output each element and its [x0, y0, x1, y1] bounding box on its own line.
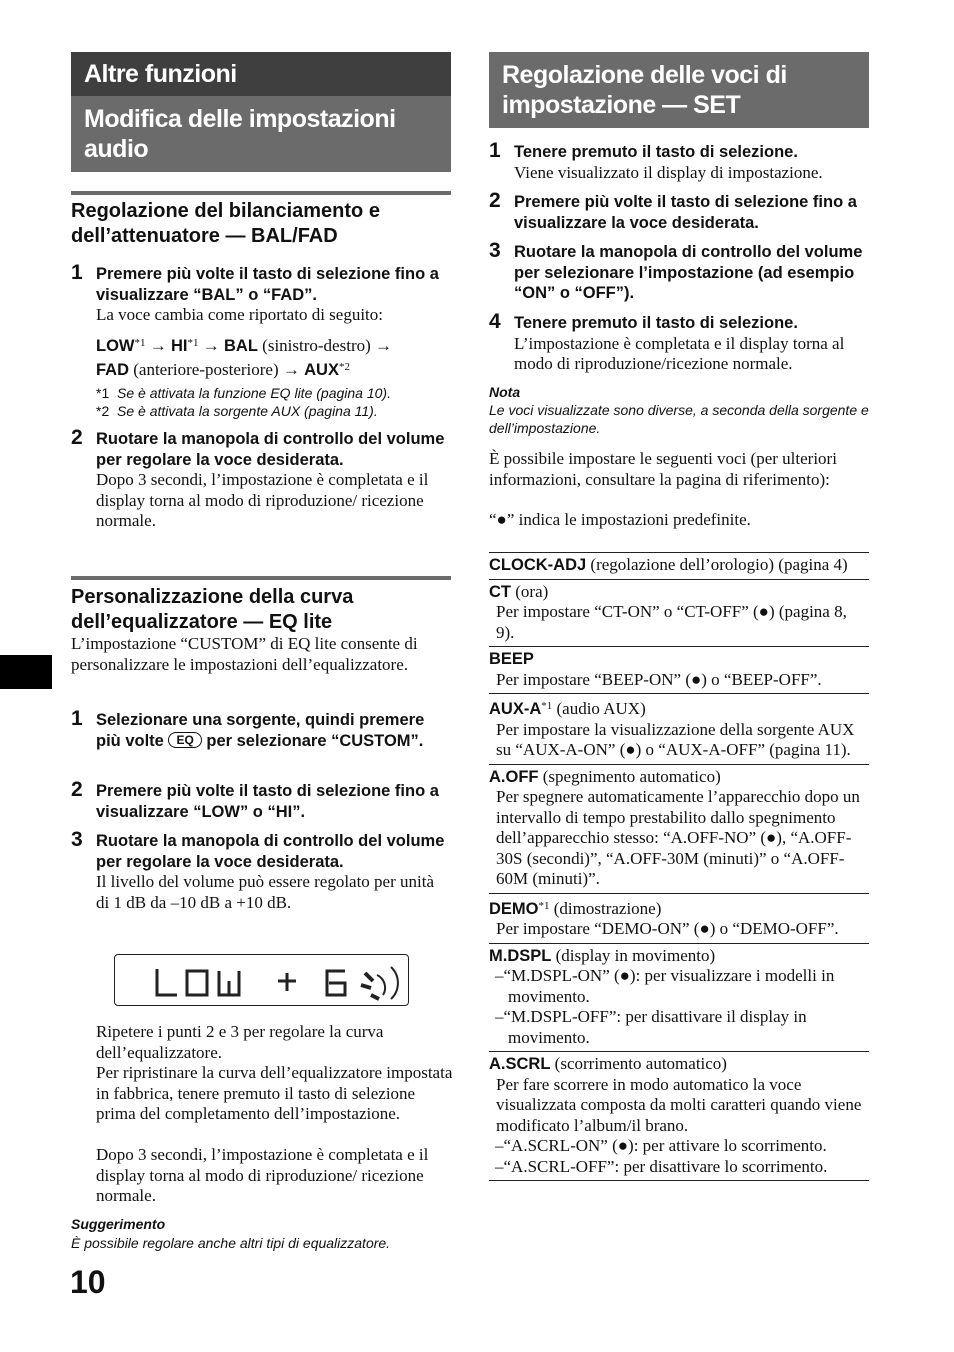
- arrow-icon: →: [282, 359, 300, 379]
- setting-key: DEMO: [489, 899, 539, 918]
- footnote-2: [96, 402, 456, 420]
- setting-row-a-scrl: [489, 1052, 869, 1181]
- setting-key: M.DSPL: [489, 946, 552, 965]
- eqlite-after-3: Dopo 3 secondi, l’impostazione è completata e il display torna al modo di riproduzione/ ricezione normale.: [96, 1145, 429, 1205]
- setting-row-ct: [489, 580, 869, 648]
- note-text: Le voci visualizzate sono diverse, a seconda della sorgente e dell’impostazione.: [489, 402, 869, 436]
- setting-option: –“M.DSPL-OFF”: per disattivare il display in movimento.: [495, 1007, 807, 1047]
- setting-option: –“A.SCRL-OFF”: per disattivare lo scorrimento.: [495, 1156, 828, 1176]
- setting-key: CT: [489, 582, 511, 601]
- section-banner-set: Regolazione delle voci di impostazione — SET: [489, 52, 869, 128]
- section-banner: Modifica delle impostazioni audio: [71, 96, 451, 172]
- step-text: Viene visualizzato il display di impostazione.: [514, 162, 823, 182]
- set-intro: È possibile impostare le seguenti voci (per ulteriori informazioni, consultare la pagina di riferimento):: [489, 449, 837, 489]
- page-number: 10: [70, 1264, 106, 1300]
- eqlite-intro: L’impostazione “CUSTOM” di EQ lite consente di personalizzare le impostazioni dell’equalizzatore.: [71, 634, 418, 674]
- step-3-eqlite: [71, 828, 451, 913]
- tip-heading: Suggerimento: [71, 1216, 166, 1232]
- step-heading: Premere più volte il tasto di selezione fino a visualizzare “BAL” o “FAD”.: [96, 265, 439, 304]
- lcd-display-illustration: [114, 954, 409, 1006]
- footnote-mark: *1: [134, 337, 146, 349]
- chapter-banner: Altre funzioni: [71, 52, 451, 96]
- step-number: 3: [71, 828, 83, 851]
- footnote-mark: *1: [541, 700, 553, 712]
- seq-low: LOW: [96, 337, 135, 355]
- setting-label: (audio AUX): [556, 699, 646, 718]
- step-text: Il livello del volume può essere regolato per unità di 1 dB da –10 dB a +10 dB.: [96, 872, 435, 912]
- footnote-text: Se è attivata la sorgente AUX (pagina 11).: [117, 403, 378, 419]
- tip-text: È possibile regolare anche altri tipi di equalizzatore.: [71, 1235, 391, 1251]
- step-heading: Ruotare la manopola di controllo del volume per regolare la voce desiderata.: [96, 430, 445, 469]
- setting-row-clock-adj: [489, 553, 869, 580]
- seq-fad-note: (anteriore-posteriore): [133, 359, 279, 379]
- setting-desc: Per impostare “DEMO-ON” (●) o “DEMO-OFF”.: [496, 919, 839, 938]
- footnote-mark: *1: [538, 899, 550, 912]
- setting-label: (display in movimento): [555, 945, 716, 965]
- setting-desc: Per impostare la visualizzazione della sorgente AUX su “AUX-A-ON” (●) o “AUX-A-OFF” (pagina 11).: [496, 719, 855, 759]
- step-4-set: [489, 310, 869, 375]
- step-2-balfad: [71, 426, 451, 532]
- step-number: 1: [71, 261, 83, 284]
- setting-label: (scorrimento automatico): [554, 1054, 727, 1073]
- bal-fad-sequence: [96, 333, 456, 380]
- step-heading: Premere più volte il tasto di selezione fino a visualizzare la voce desiderata.: [514, 193, 857, 232]
- subsection-title-eqlite: Personalizzazione della curva dell’equalizzatore — EQ lite: [71, 586, 354, 633]
- step-text: L’impostazione è completata e il display torna al modo di riproduzione/ricezione normale.: [514, 333, 845, 373]
- arrow-icon: →: [375, 336, 393, 355]
- footnote-mark: *2: [96, 403, 110, 419]
- default-marker-note: “●” indica le impostazioni predefinite.: [489, 510, 751, 529]
- step-number: 4: [489, 310, 501, 333]
- step-1-set: [489, 139, 869, 183]
- setting-row-m-dspl: [489, 944, 869, 1053]
- setting-desc: Per fare scorrere in modo automatico la voce visualizzata composta da molti caratteri quando viene modificato l’album/il brano.: [496, 1074, 862, 1135]
- seq-hi: HI: [171, 337, 188, 355]
- step-heading-part: Selezionare una sorgente, quindi premere più volte: [96, 711, 425, 750]
- note-heading: Nota: [489, 384, 521, 400]
- section-rule: [71, 191, 451, 195]
- setting-desc: Per impostare “BEEP-ON” (●) o “BEEP-OFF”.: [496, 669, 822, 689]
- subsection-title-balfad: Regolazione del bilanciamento e dell’attenuatore — BAL/FAD: [71, 200, 380, 247]
- step-2-set: [489, 189, 869, 233]
- setting-row-aux-a: [489, 694, 869, 765]
- step-number: 2: [489, 189, 501, 212]
- eqlite-after-1: Ripetere i punti 2 e 3 per regolare la curva dell’equalizzatore.: [96, 1022, 384, 1062]
- eqlite-after-2: Per ripristinare la curva dell’equalizzatore impostata in fabbrica, tenere premuto il tasto di selezione prima del completamento dell’impostazione.: [96, 1063, 453, 1123]
- setting-label: (ora): [515, 581, 549, 601]
- step-heading: [96, 710, 451, 751]
- setting-desc: Per spegnere automaticamente l’apparecchio dopo un intervallo di tempo prestabilito dallo spegnimento dell’apparecchio stesso: “A.OFF-NO” (●), “A.OFF-30S (secondi)”, “A.OFF-30M (minuti)” o “A.OFF-60M (minuti)”.: [496, 787, 860, 888]
- step-heading: Tenere premuto il tasto di selezione.: [514, 314, 798, 332]
- step-number: 1: [489, 139, 501, 162]
- setting-key: A.OFF: [489, 767, 539, 786]
- setting-label: (regolazione dell’orologio) (pagina 4): [590, 555, 848, 574]
- step-number: 1: [71, 707, 83, 730]
- step-text: La voce cambia come riportato di seguito:: [96, 305, 384, 324]
- step-heading: Premere più volte il tasto di selezione fino a visualizzare “LOW” o “HI”.: [96, 782, 439, 821]
- chapter-tab-marker: [0, 655, 52, 689]
- lcd-segments-icon: [115, 955, 408, 1005]
- step-number: 3: [489, 239, 501, 262]
- step-heading: Tenere premuto il tasto di selezione.: [514, 143, 798, 161]
- step-1-balfad: [71, 261, 451, 326]
- step-2-eqlite: [71, 778, 451, 822]
- step-1-eqlite: [71, 707, 451, 751]
- setting-label: (dimostrazione): [553, 898, 662, 918]
- step-heading: Ruotare la manopola di controllo del volume per selezionare l’impostazione (ad esempio “ON” o “OFF”).: [514, 243, 863, 302]
- step-heading: Ruotare la manopola di controllo del volume per regolare la voce desiderata.: [96, 832, 445, 871]
- section-rule: [71, 576, 451, 580]
- seq-aux: AUX: [304, 360, 339, 379]
- setting-label: (spegnimento automatico): [542, 766, 721, 786]
- setting-key: CLOCK-ADJ: [489, 556, 587, 574]
- footnote-text: Se è attivata la funzione EQ lite (pagina 10).: [117, 385, 391, 401]
- footnote-mark: *1: [96, 385, 110, 401]
- setting-key: AUX-A: [489, 700, 542, 718]
- seq-bal-note: (sinistro-destro): [262, 336, 371, 355]
- step-number: 2: [71, 426, 83, 449]
- footnote-mark: *2: [338, 360, 350, 373]
- eq-button-icon: EQ: [168, 732, 201, 748]
- step-text: Dopo 3 secondi, l’impostazione è completata e il display torna al modo di riproduzione/ ricezione normale.: [96, 470, 429, 530]
- step-number: 2: [71, 778, 83, 801]
- step-heading-part: per selezionare “CUSTOM”.: [206, 731, 424, 750]
- seq-bal: BAL: [224, 337, 258, 355]
- setting-option: –“A.SCRL-ON” (●): per attivare lo scorrimento.: [495, 1136, 827, 1155]
- setting-key: A.SCRL: [489, 1055, 551, 1073]
- setting-row-beep: [489, 647, 869, 694]
- step-3-set: [489, 239, 869, 304]
- seq-fad: FAD: [96, 360, 129, 379]
- arrow-icon: →: [149, 336, 167, 355]
- footnote-mark: *1: [187, 337, 199, 349]
- setting-row-a-off: [489, 765, 869, 894]
- footnote-1: [96, 384, 456, 402]
- setting-row-demo: [489, 894, 869, 944]
- setting-option: –“M.DSPL-ON” (●): per visualizzare i modelli in movimento.: [495, 966, 835, 1006]
- settings-table: [489, 552, 869, 1181]
- setting-key: BEEP: [489, 650, 534, 668]
- setting-desc: Per impostare “CT-ON” o “CT-OFF” (●) (pagina 8, 9).: [496, 602, 847, 642]
- arrow-icon: →: [202, 336, 220, 355]
